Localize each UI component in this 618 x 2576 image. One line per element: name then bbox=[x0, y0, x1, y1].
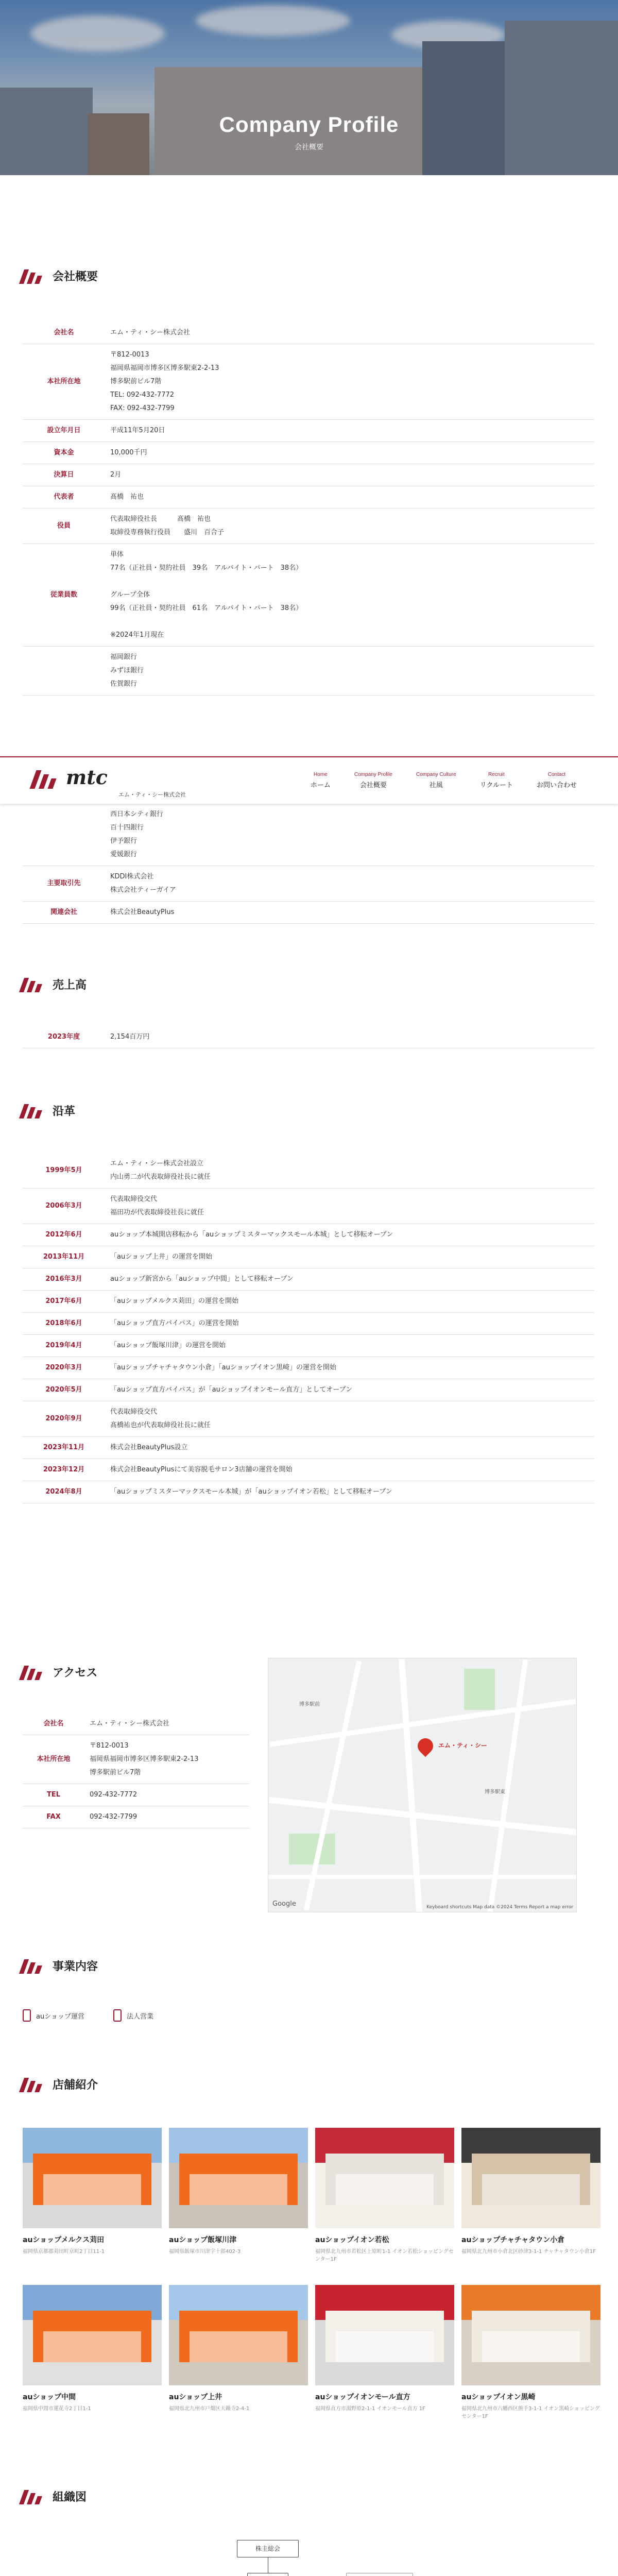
row-value bbox=[105, 1026, 594, 1048]
value-line: 福岡銀行 bbox=[110, 653, 138, 661]
row-value bbox=[105, 1357, 594, 1379]
nav-item-0[interactable] bbox=[311, 772, 331, 789]
section-heading-org: 組織図 bbox=[20, 2488, 87, 2504]
table-row bbox=[23, 1735, 249, 1784]
value-line: エム・ティ・シー株式会社 bbox=[90, 1720, 169, 1727]
business-list bbox=[23, 2009, 153, 2022]
table-row bbox=[23, 1713, 249, 1735]
site-header bbox=[0, 756, 618, 804]
row-value bbox=[105, 1437, 594, 1459]
row-value bbox=[105, 1291, 594, 1313]
value-line: 博多駅前ビル7階 bbox=[110, 378, 162, 385]
table-row bbox=[23, 509, 594, 544]
value-line: 99名（正社員・契約社員 61名 アルバイト・パート 38名） bbox=[110, 604, 303, 612]
map-attribution[interactable]: Keyboard shortcuts Map data ©2024 Terms Report a map error bbox=[426, 1905, 573, 1910]
business-item bbox=[23, 2009, 84, 2022]
value-line: 伊予銀行 bbox=[110, 837, 138, 845]
table-row bbox=[23, 1481, 594, 1503]
section-heading-business: 事業内容 bbox=[20, 1958, 98, 1974]
row-value bbox=[105, 442, 594, 464]
value-line: 代表取締役交代 bbox=[110, 1195, 158, 1203]
store-name: auショップイオン若松 bbox=[315, 2236, 389, 2244]
store-name: auショップイオンモール直方 bbox=[315, 2393, 410, 2401]
table-row bbox=[23, 1291, 594, 1313]
value-line: 092-432-7772 bbox=[90, 1791, 138, 1799]
row-label bbox=[23, 647, 105, 696]
row-value bbox=[105, 1224, 594, 1246]
section-heading-history: 沿革 bbox=[20, 1103, 75, 1118]
row-value bbox=[84, 1784, 249, 1806]
table-row bbox=[23, 464, 594, 486]
section-mark-icon bbox=[20, 2489, 45, 2504]
row-label: 2023年度 bbox=[23, 1026, 105, 1048]
store-card[interactable] bbox=[315, 2128, 454, 2263]
value-line: 髙橋 祐也 bbox=[110, 493, 144, 501]
phone-icon bbox=[113, 2009, 122, 2022]
value-line: 百十四銀行 bbox=[110, 824, 144, 832]
value-line: 代表取締役社長 髙橋 祐也 bbox=[110, 515, 211, 523]
store-card[interactable] bbox=[169, 2128, 308, 2256]
store-card[interactable] bbox=[169, 2285, 308, 2413]
nav-item-2[interactable] bbox=[416, 772, 456, 789]
nav-item-4[interactable] bbox=[537, 772, 577, 789]
store-photo bbox=[23, 2128, 162, 2228]
store-address: 福岡県中間市蓮花寺2丁目1-1 bbox=[23, 2406, 91, 2412]
table-row bbox=[23, 1026, 594, 1048]
value-line: FAX: 092-432-7799 bbox=[110, 404, 175, 412]
row-label: 主要取引先 bbox=[23, 866, 105, 902]
row-label: 本社所在地 bbox=[23, 1735, 84, 1784]
row-label: 2013年11月 bbox=[23, 1246, 105, 1268]
table-row bbox=[23, 1437, 594, 1459]
value-line: 10,000千円 bbox=[110, 449, 147, 456]
row-value bbox=[84, 1806, 249, 1828]
value-line: 取締役専務執行役員 盛川 百合子 bbox=[110, 529, 225, 536]
row-label: 役員 bbox=[23, 509, 105, 544]
table-row bbox=[23, 1224, 594, 1246]
value-line: 77名（正社員・契約社員 39名 アルバイト・パート 38名） bbox=[110, 564, 303, 572]
store-name: auショップ飯塚川津 bbox=[169, 2236, 237, 2244]
row-value bbox=[84, 1713, 249, 1735]
row-label: 2023年12月 bbox=[23, 1459, 105, 1481]
row-label: 2012年6月 bbox=[23, 1224, 105, 1246]
table-row bbox=[23, 804, 594, 866]
row-label: 本社所在地 bbox=[23, 344, 105, 420]
value-line: 「auショップ飯塚川津」の運営を開始 bbox=[110, 1342, 226, 1349]
row-label: 従業員数 bbox=[23, 544, 105, 647]
overview-table bbox=[23, 322, 594, 696]
nav-item-3[interactable] bbox=[480, 772, 513, 789]
section-mark-icon bbox=[20, 268, 45, 284]
value-line: 株式会社BeautyPlusにて美容脱毛サロン3店舗の運営を開始 bbox=[110, 1466, 293, 1473]
table-row bbox=[23, 544, 594, 647]
row-label: 2023年11月 bbox=[23, 1437, 105, 1459]
row-label: FAX bbox=[23, 1806, 84, 1828]
row-label: 2024年8月 bbox=[23, 1481, 105, 1503]
value-line: グループ全体 bbox=[110, 591, 150, 599]
section-mark-icon bbox=[20, 1958, 45, 1974]
table-row bbox=[23, 420, 594, 442]
store-card[interactable] bbox=[315, 2285, 454, 2413]
business-label: auショップ運営 bbox=[36, 2012, 84, 2021]
section-heading-overview: 会社概要 bbox=[20, 268, 98, 284]
org-shareholders: 株主総会 bbox=[237, 2540, 299, 2557]
section-mark-icon bbox=[20, 1665, 45, 1680]
table-row bbox=[23, 1189, 594, 1224]
nav-item-jp: お問い合わせ bbox=[536, 782, 577, 789]
row-value bbox=[105, 902, 594, 924]
store-card[interactable] bbox=[461, 2128, 600, 2256]
row-value bbox=[105, 1481, 594, 1503]
value-line: 2月 bbox=[110, 471, 122, 479]
business-item bbox=[113, 2009, 153, 2022]
value-line: 愛媛銀行 bbox=[110, 851, 138, 858]
value-line: 髙橋祐也が代表取締役社長に就任 bbox=[110, 1421, 211, 1429]
row-label: 会社名 bbox=[23, 1713, 84, 1735]
row-value bbox=[105, 1189, 594, 1224]
value-line: 092-432-7799 bbox=[90, 1813, 138, 1821]
history-table bbox=[23, 1153, 594, 1503]
store-photo bbox=[315, 2128, 454, 2228]
value-line: 〒812-0013 bbox=[110, 351, 149, 359]
row-label: 2016年3月 bbox=[23, 1268, 105, 1291]
value-line: 平成11年5月20日 bbox=[110, 427, 165, 434]
org-chairman bbox=[346, 2573, 413, 2576]
store-name: auショップ中間 bbox=[23, 2393, 76, 2401]
google-logo: Google bbox=[272, 1900, 296, 1908]
table-row bbox=[23, 1784, 249, 1806]
store-photo bbox=[169, 2128, 308, 2228]
store-photo bbox=[315, 2285, 454, 2385]
nav-item-en: Company Profile bbox=[354, 772, 392, 777]
value-line: 内山勇二が代表取締役社長に就任 bbox=[110, 1173, 211, 1181]
store-photo bbox=[461, 2285, 600, 2385]
store-address: 福岡県飯塚市川津字十郎402-3 bbox=[169, 2249, 241, 2255]
section-mark-icon bbox=[20, 1103, 45, 1118]
google-map[interactable]: 博多駅前 博多駅東 エム・ティ・シー Google Keyboard shortcuts Map data ©2024 Terms Report a map error bbox=[268, 1658, 577, 1912]
row-value bbox=[105, 1459, 594, 1481]
value-line: TEL: 092-432-7772 bbox=[110, 391, 175, 399]
section-mark-icon bbox=[20, 977, 45, 992]
hero-banner bbox=[0, 0, 618, 175]
row-label: 2020年5月 bbox=[23, 1379, 105, 1401]
value-line: 2,154百万円 bbox=[110, 1033, 150, 1041]
nav-item-en: Home bbox=[314, 772, 328, 777]
row-value bbox=[105, 647, 594, 696]
row-value bbox=[105, 1313, 594, 1335]
row-label: 資本金 bbox=[23, 442, 105, 464]
store-name: auショップメルクス苅田 bbox=[23, 2236, 105, 2244]
row-value bbox=[105, 322, 594, 344]
value-line: 佐賀銀行 bbox=[110, 680, 138, 688]
table-row bbox=[23, 1379, 594, 1401]
value-line: 「auショップ直方バイパス」の運営を開始 bbox=[110, 1319, 239, 1327]
table-row bbox=[23, 322, 594, 344]
row-value bbox=[105, 1335, 594, 1357]
value-line: 単体 bbox=[110, 551, 124, 558]
value-line: みずほ銀行 bbox=[110, 667, 144, 674]
store-address: 福岡県京都郡苅田町京町2丁目11-1 bbox=[23, 2249, 105, 2255]
store-name: auショップ上井 bbox=[169, 2393, 222, 2401]
store-name: auショップイオン黒崎 bbox=[461, 2393, 536, 2401]
value-line: 福田功が代表取締役社長に就任 bbox=[110, 1209, 204, 1216]
store-card[interactable] bbox=[23, 2285, 162, 2413]
sales-table bbox=[23, 1026, 594, 1048]
store-photo bbox=[23, 2285, 162, 2385]
row-label: 2019年4月 bbox=[23, 1335, 105, 1357]
table-row bbox=[23, 1459, 594, 1481]
site-logo[interactable]: mtc エム・ティ・シー株式会社 bbox=[31, 766, 108, 789]
row-value bbox=[105, 1268, 594, 1291]
global-nav bbox=[311, 772, 577, 789]
nav-item-1[interactable] bbox=[354, 772, 392, 789]
row-value bbox=[105, 1153, 594, 1189]
value-line: 株式会社BeautyPlus bbox=[110, 908, 175, 916]
store-name: auショップチャチャタウン小倉 bbox=[461, 2236, 565, 2244]
row-value bbox=[105, 1401, 594, 1437]
row-value bbox=[84, 1735, 249, 1784]
value-line: 福岡県福岡市博多区博多駅東2-2-13 bbox=[110, 364, 219, 372]
store-card[interactable] bbox=[23, 2128, 162, 2256]
row-value bbox=[105, 804, 594, 866]
value-line: 株式会社BeautyPlus設立 bbox=[110, 1444, 188, 1451]
row-label: 2020年9月 bbox=[23, 1401, 105, 1437]
row-label bbox=[23, 804, 105, 866]
nav-item-en: Company Culture bbox=[416, 772, 456, 777]
value-line: 「auショップ上井」の運営を開始 bbox=[110, 1253, 212, 1261]
row-label: TEL bbox=[23, 1784, 84, 1806]
row-value bbox=[105, 344, 594, 420]
value-line bbox=[110, 615, 589, 629]
nav-item-jp: リクルート bbox=[479, 782, 513, 789]
table-row bbox=[23, 866, 594, 902]
value-line: auショップ本城開店移転から「auショップミスターマックスモール本城」として移転オープン bbox=[110, 1231, 393, 1239]
store-photo bbox=[461, 2128, 600, 2228]
row-value bbox=[105, 509, 594, 544]
table-row bbox=[23, 1357, 594, 1379]
value-line: エム・ティ・シー株式会社 bbox=[110, 329, 190, 336]
table-row bbox=[23, 1401, 594, 1437]
row-label: 会社名 bbox=[23, 322, 105, 344]
row-value bbox=[105, 486, 594, 509]
row-label: 2006年3月 bbox=[23, 1189, 105, 1224]
section-heading-access: アクセス bbox=[20, 1664, 97, 1680]
table-row bbox=[23, 647, 594, 696]
value-line: KDDI株式会社 bbox=[110, 873, 154, 880]
nav-item-en: Contact bbox=[547, 772, 566, 777]
store-address: 福岡県北九州市小倉北区砂津3-1-1 チャチャタウン小倉1F bbox=[461, 2249, 596, 2255]
value-line: 福岡県福岡市博多区博多駅東2-2-13 bbox=[90, 1755, 199, 1763]
value-line: 〒812-0013 bbox=[90, 1742, 129, 1750]
value-line: 西日本シティ銀行 bbox=[110, 810, 163, 818]
table-row bbox=[23, 902, 594, 924]
page-subtitle: 会社概要 bbox=[295, 143, 323, 151]
store-address: 福岡県北九州市戸畑区天籟寺2-4-1 bbox=[169, 2406, 250, 2412]
row-label: 2018年6月 bbox=[23, 1313, 105, 1335]
store-card[interactable] bbox=[461, 2285, 600, 2420]
logo-mark-icon bbox=[31, 768, 62, 789]
value-line: 株式会社ティーガイア bbox=[110, 886, 176, 894]
row-label: 関連会社 bbox=[23, 902, 105, 924]
nav-item-en: Recruit bbox=[488, 772, 505, 777]
table-row bbox=[23, 486, 594, 509]
phone-icon bbox=[23, 2009, 31, 2022]
value-line bbox=[110, 575, 589, 588]
table-row bbox=[23, 1268, 594, 1291]
store-photo bbox=[169, 2285, 308, 2385]
value-line: 「auショップミスターマックスモール本城」が「auショップイオン若松」として移転オープン bbox=[110, 1488, 392, 1496]
table-row bbox=[23, 442, 594, 464]
row-value bbox=[105, 1379, 594, 1401]
value-line: 代表取締役交代 bbox=[110, 1408, 158, 1416]
table-row bbox=[23, 1153, 594, 1189]
page-title: Company Profile bbox=[219, 112, 399, 137]
store-address: 福岡県直方市湯野原2-1-1 イオンモール直方 1F bbox=[315, 2406, 425, 2412]
section-mark-icon bbox=[20, 2077, 45, 2092]
row-value bbox=[105, 1246, 594, 1268]
table-row bbox=[23, 344, 594, 420]
table-row bbox=[23, 1246, 594, 1268]
table-row bbox=[23, 1806, 249, 1828]
org-ceo bbox=[247, 2573, 288, 2576]
nav-item-jp: ホーム bbox=[310, 782, 331, 789]
value-line: 「auショップチャチャタウン小倉」「auショップイオン黒崎」の運営を開始 bbox=[110, 1364, 337, 1371]
value-line: ※2024年1月現在 bbox=[110, 631, 164, 639]
row-value bbox=[105, 420, 594, 442]
store-address: 福岡県北九州市八幡西区熊手3-1-1 イオン黒崎ショッピングセンター1F bbox=[461, 2406, 600, 2419]
section-heading-stores: 店舗紹介 bbox=[20, 2076, 98, 2092]
table-row bbox=[23, 1335, 594, 1357]
nav-item-jp: 社風 bbox=[429, 782, 443, 789]
value-line: 「auショップ直方バイパス」が「auショップイオンモール直方」としてオープン bbox=[110, 1386, 353, 1394]
value-line: 博多駅前ビル7階 bbox=[90, 1769, 141, 1776]
section-heading-sales: 売上高 bbox=[20, 976, 87, 992]
row-label: 2020年3月 bbox=[23, 1357, 105, 1379]
nav-item-jp: 会社概要 bbox=[359, 782, 387, 789]
overview-table-cont bbox=[23, 804, 594, 924]
row-label: 代表者 bbox=[23, 486, 105, 509]
row-value bbox=[105, 866, 594, 902]
row-label: 設立年月日 bbox=[23, 420, 105, 442]
business-label: 法人営業 bbox=[126, 2012, 153, 2021]
store-address: 福岡県北九州市若松区上原町1-1 イオン若松ショッピングセンター1F bbox=[315, 2249, 454, 2262]
org-chart bbox=[0, 2540, 618, 2576]
access-table bbox=[23, 1713, 249, 1828]
value-line: auショップ新宮から「auショップ中間」として移転オープン bbox=[110, 1275, 294, 1283]
value-line: 「auショップメルクス苅田」の運営を開始 bbox=[110, 1297, 239, 1305]
table-row bbox=[23, 1313, 594, 1335]
row-label: 決算日 bbox=[23, 464, 105, 486]
row-value bbox=[105, 544, 594, 647]
row-value bbox=[105, 464, 594, 486]
row-label: 2017年6月 bbox=[23, 1291, 105, 1313]
map-pin-icon[interactable] bbox=[415, 1735, 436, 1757]
row-label: 1999年5月 bbox=[23, 1153, 105, 1189]
value-line: エム・ティ・シー株式会社設立 bbox=[110, 1160, 203, 1167]
